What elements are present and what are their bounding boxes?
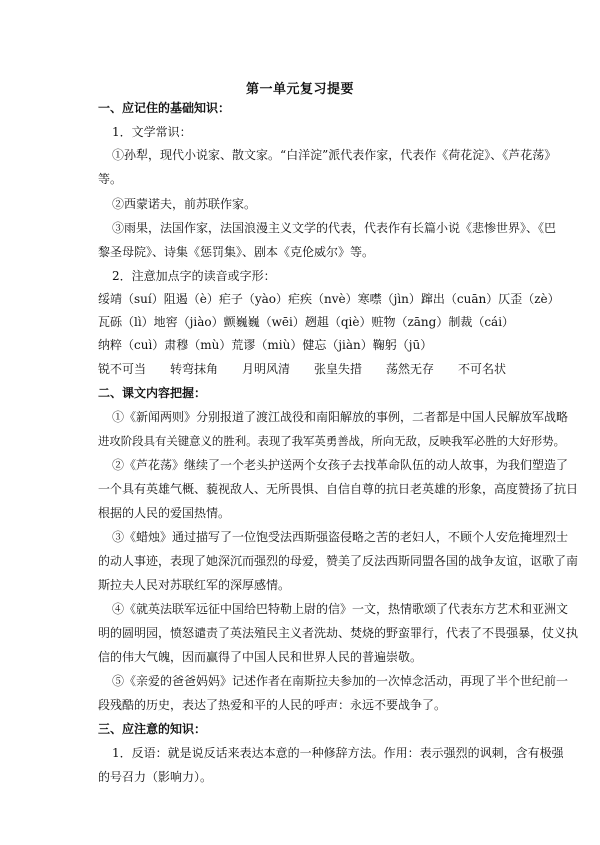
idiom-item: 转弯抹角 xyxy=(170,362,219,376)
paragraph-pronunciation: 2．注意加点字的读音或字形： xyxy=(112,269,276,283)
word-list-line3: 纳粹（cuì）肃穆（mù）荒谬（miù）健忘（jiàn）鞠躬（jū） xyxy=(98,338,433,352)
paragraph-hugo-line2: 黎圣母院》、诗集《惩罚集》、剧本《克伦威尔》等。 xyxy=(98,245,375,259)
paragraph-irony-line1: 1．反语：就是说反话来表达本意的一种修辞方法。作用：表示强烈的讽刺，含有极强 xyxy=(112,746,564,760)
idiom-item: 不可名状 xyxy=(458,362,507,376)
paragraph-literature: 1．文学常识： xyxy=(112,125,192,139)
section-heading-basics: 一、应记住的基础知识： xyxy=(98,101,231,115)
page-title: 第一单元复习提要 xyxy=(245,82,354,97)
idiom-item: 荡然无存 xyxy=(386,362,435,376)
paragraph-parents-line2: 段残酷的历史，表达了热爱和平的人民的呼声：永远不要战争了。 xyxy=(98,698,447,712)
idiom-list xyxy=(98,361,518,377)
paragraph-simonov: ②西蒙诺夫，前苏联作家。 xyxy=(112,197,257,211)
section-heading-notes: 三、应注意的知识： xyxy=(98,722,207,736)
paragraph-candle-line3: 斯拉夫人民对苏联红军的深厚感情。 xyxy=(98,578,291,592)
section-heading-content: 二、课文内容把握： xyxy=(98,386,207,400)
paragraph-irony-line2: 的号召力（影响力）。 xyxy=(98,770,213,784)
paragraph-candle-line1: ③《蜡烛》通过描写了一位饱受法西斯强盗侵略之苦的老妇人，不顾个人安危掩埋烈士 xyxy=(112,530,569,544)
idiom-item: 月明风清 xyxy=(242,362,291,376)
paragraph-letter-line3: 信的伟大气魄，因而赢得了中国人民和世界人民的普遍崇敬。 xyxy=(98,650,423,664)
paragraph-luhuadang-line1: ②《芦花荡》继续了一个老头护送两个女孩子去找革命队伍的动人故事，为我们塑造了 xyxy=(112,458,569,472)
paragraph-news-line2: 进攻阶段具有关键意义的胜利。表现了我军英勇善战，所向无敌，反映我军必胜的大好形势。 xyxy=(98,434,566,448)
paragraph-parents-line1: ⑤《亲爱的爸爸妈妈》记述作者在南斯拉夫参加的一次悼念活动，再现了半个世纪前一 xyxy=(112,674,569,688)
idiom-item: 张皇失措 xyxy=(314,362,363,376)
paragraph-luhuadang-line3: 根据的人民的爱国热情。 xyxy=(98,506,231,520)
paragraph-candle-line2: 的动人事迹，表现了她深沉而强烈的母爱，赞美了反法西斯同盟各国的战争友谊，讴歌了南 xyxy=(98,554,579,568)
paragraph-sunli-line2: 等。 xyxy=(98,172,123,186)
paragraph-news-line1: ①《新闻两则》分别报道了渡江战役和南阳解放的事例，二者都是中国人民解放军战略 xyxy=(112,410,569,424)
word-list-line2: 瓦砾（lì）地窖（jiào）颤巍巍（wēi）趔趄（qiè）赃物（zāng）制裁（cái） xyxy=(98,315,515,329)
paragraph-hugo-line1: ③雨果，法国作家，法国浪漫主义文学的代表，代表作有长篇小说《悲惨世界》、《巴 xyxy=(112,221,557,235)
idiom-item: 锐不可当 xyxy=(98,362,147,376)
word-list-line1: 绥靖（suí）阻遏（è）疟子（yào）疟疾（nvè）寒噤（jìn）蹿出（cuān）仄歪（zè） xyxy=(98,292,560,306)
paragraph-luhuadang-line2: 一个具有英雄气概、藐视敌人、无所畏惧、自信自尊的抗日老英雄的形象，高度赞扬了抗日 xyxy=(98,482,579,496)
paragraph-letter-line2: 明的圆明园，愤怒谴责了英法殖民主义者洗劫、焚烧的野蛮罪行，代表了不畏强暴，仗义执 xyxy=(98,626,579,640)
paragraph-sunli-line1: ①孙犁，现代小说家、散文家。“白洋淀”派代表作家，代表作《荷花淀》、《芦花荡》 xyxy=(112,148,557,162)
paragraph-letter-line1: ④《就英法联军远征中国给巴特勒上尉的信》一文，热情歌颂了代表东方艺术和亚洲文 xyxy=(112,602,569,616)
